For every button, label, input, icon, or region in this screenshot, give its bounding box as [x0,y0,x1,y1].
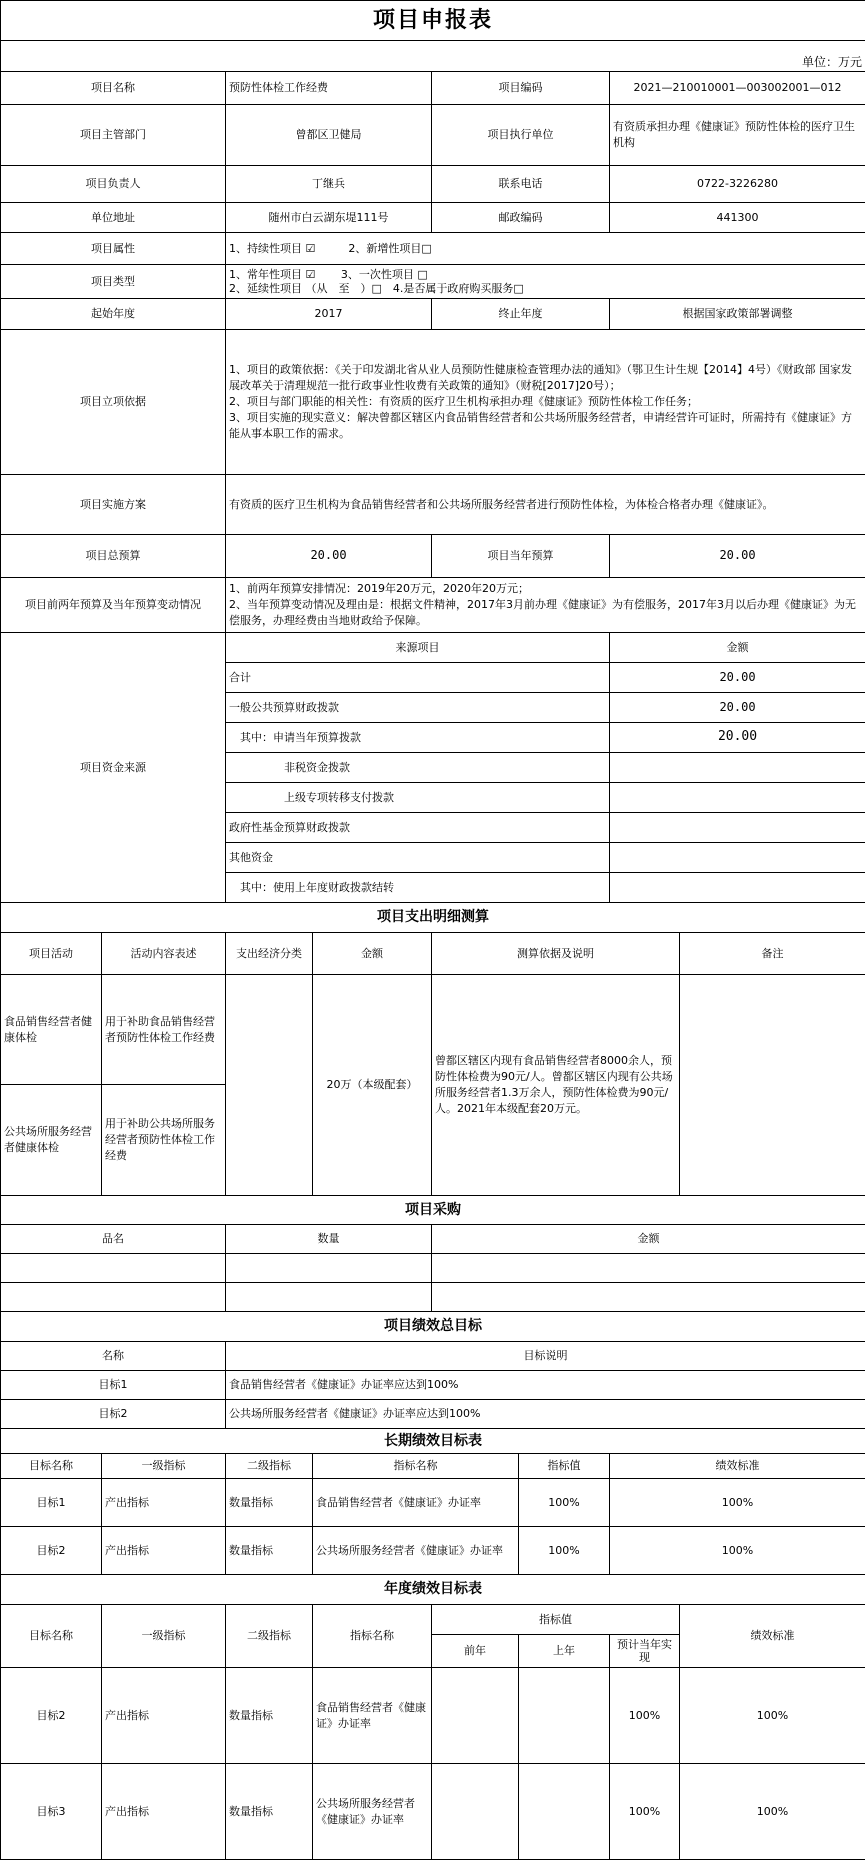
annual-prev2 [432,1764,519,1860]
longterm-goal: 目标2 [1,1527,102,1575]
overall-header: 目标说明 [226,1342,865,1371]
funding-row: 一般公共预算财政拨款 [226,693,610,723]
annual-goal: 目标2 [1,1668,102,1764]
annual-l1: 产出指标 [102,1668,226,1764]
purchase-cell [432,1254,865,1283]
longterm-header: 指标值 [519,1454,610,1479]
plan-label: 项目实施方案 [1,475,226,535]
expense-basis: 曾都区辖区内现有食品销售经营者8000余人，预防性体检费为90元/人。曾都区辖区内现有公共场所服务经营者1.3万余人，预防性体检费为90元/人。2021年本级配套20万元。 [432,975,680,1196]
overall-section-title: 项目绩效总目标 [1,1312,865,1342]
funding-amount: 20.00 [610,723,865,753]
end-year-value: 根据国家政策部署调整 [610,299,865,330]
start-year-label: 起始年度 [1,299,226,330]
leader-label: 项目负责人 [1,166,226,203]
annual-goal: 目标3 [1,1764,102,1860]
annual-header: 绩效标准 [680,1605,865,1668]
annual-current: 100% [610,1764,680,1860]
address-label: 单位地址 [1,203,226,233]
longterm-header: 一级指标 [102,1454,226,1479]
longterm-l1: 产出指标 [102,1479,226,1527]
annual-header: 二级指标 [226,1605,313,1668]
type-value [226,265,865,299]
annual-subheader: 预计当年实现 [610,1635,680,1668]
funding-amount [610,873,865,903]
annual-standard: 100% [680,1668,865,1764]
longterm-header: 二级指标 [226,1454,313,1479]
funding-label: 项目资金来源 [1,633,226,903]
dept-label: 项目主管部门 [1,105,226,166]
expense-content: 用于补助公共场所服务经营者预防性体检工作经费 [102,1085,226,1196]
expense-activity: 食品销售经营者健康体检 [1,975,102,1085]
longterm-value: 100% [519,1527,610,1575]
annual-header: 一级指标 [102,1605,226,1668]
purchase-section-title: 项目采购 [1,1196,865,1225]
annual-header: 指标名称 [313,1605,432,1668]
project-name-label: 项目名称 [1,72,226,105]
project-code-label: 项目编码 [432,72,610,105]
current-budget-label: 项目当年预算 [432,535,610,578]
annual-standard: 100% [680,1764,865,1860]
attribute-value: 1、持续性项目 ☑ 2、新增性项目□ [226,233,865,265]
basis-label: 项目立项依据 [1,330,226,475]
budget-change-label: 项目前两年预算及当年预算变动情况 [1,578,226,633]
purchase-cell [1,1283,226,1312]
funding-amount [610,813,865,843]
dept-value: 曾都区卫健局 [226,105,432,166]
longterm-header: 绩效标准 [610,1454,865,1479]
expense-header: 测算依据及说明 [432,933,680,975]
expense-activity: 公共场所服务经营者健康体检 [1,1085,102,1196]
funding-row: 其中：申请当年预算拨款 [226,723,610,753]
overall-header: 名称 [1,1342,226,1371]
longterm-standard: 100% [610,1479,865,1527]
form-title: 项目申报表 [1,1,865,41]
total-budget-value: 20.00 [226,535,432,578]
overall-goal-desc: 食品销售经营者《健康证》办证率应达到100% [226,1371,865,1400]
longterm-section-title: 长期绩效目标表 [1,1429,865,1454]
funding-amount [610,753,865,783]
funding-row: 上级专项转移支付拨款 [226,783,610,813]
budget-change-line-2: 2、当年预算变动情况及理由是：根据文件精神，2017年3月前办理《健康证》为有偿服务，2017年3月以后办理《健康证》为无偿服务，办理经费由当地财政给予保障。 [229,598,856,627]
annual-header: 指标值 [432,1605,680,1635]
annual-header: 目标名称 [1,1605,102,1668]
project-name: 预防性体检工作经费 [226,72,432,105]
longterm-goal: 目标1 [1,1479,102,1527]
longterm-indicator: 食品销售经营者《健康证》办证率 [313,1479,519,1527]
purchase-cell [432,1283,865,1312]
type-line-2: 2、延续性项目 （从 至 ）□ 4.是否属于政府购买服务□ [229,281,524,295]
exec-unit-value: 有资质承担办理《健康证》预防性体检的医疗卫生机构 [610,105,865,166]
purchase-header: 品名 [1,1225,226,1254]
purchase-cell [226,1283,432,1312]
expense-header: 活动内容表述 [102,933,226,975]
annual-section-title: 年度绩效目标表 [1,1575,865,1605]
longterm-l2: 数量指标 [226,1527,313,1575]
annual-l1: 产出指标 [102,1764,226,1860]
type-label: 项目类型 [1,265,226,299]
annual-indicator: 食品销售经营者《健康证》办证率 [313,1668,432,1764]
leader-value: 丁继兵 [226,166,432,203]
plan-text: 有资质的医疗卫生机构为食品销售经营者和公共场所服务经营者进行预防性体检，为体检合格者办理《健康证》。 [226,475,865,535]
funding-amount: 20.00 [610,663,865,693]
expense-header: 项目活动 [1,933,102,975]
total-budget-label: 项目总预算 [1,535,226,578]
overall-goal-name: 目标1 [1,1371,226,1400]
expense-econ-class [226,975,313,1196]
unit-label: 单位：万元 [1,41,865,72]
budget-change-text [226,578,865,633]
funding-source-header: 来源项目 [226,633,610,663]
longterm-l1: 产出指标 [102,1527,226,1575]
purchase-cell [226,1254,432,1283]
expense-header: 金额 [313,933,432,975]
zip-label: 邮政编码 [432,203,610,233]
funding-row: 政府性基金预算财政拨款 [226,813,610,843]
expense-header: 备注 [680,933,865,975]
basis-line-2: 2、项目与部门职能的相关性：有资质的医疗卫生机构承担办理《健康证》预防性体检工作任务； [229,395,698,409]
overall-goal-name: 目标2 [1,1400,226,1429]
annual-subheader: 上年 [519,1635,610,1668]
annual-prev1 [519,1668,610,1764]
basis-text [226,330,865,475]
annual-current: 100% [610,1668,680,1764]
project-code: 2021—210010001—003002001—012 [610,72,865,105]
annual-subheader: 前年 [432,1635,519,1668]
funding-row: 非税资金拨款 [226,753,610,783]
purchase-header: 数量 [226,1225,432,1254]
annual-prev2 [432,1668,519,1764]
longterm-l2: 数量指标 [226,1479,313,1527]
longterm-value: 100% [519,1479,610,1527]
expense-header: 支出经济分类 [226,933,313,975]
annual-l2: 数量指标 [226,1764,313,1860]
funding-amount: 20.00 [610,693,865,723]
current-budget-value: 20.00 [610,535,865,578]
longterm-indicator: 公共场所服务经营者《健康证》办证率 [313,1527,519,1575]
longterm-header: 指标名称 [313,1454,519,1479]
funding-row: 其中：使用上年度财政拨款结转 [226,873,610,903]
funding-row: 合计 [226,663,610,693]
funding-amount [610,783,865,813]
funding-amount-header: 金额 [610,633,865,663]
longterm-standard: 100% [610,1527,865,1575]
annual-indicator: 公共场所服务经营者《健康证》办证率 [313,1764,432,1860]
start-year-value: 2017 [226,299,432,330]
budget-change-line-1: 1、前两年预算安排情况：2019年20万元，2020年20万元； [229,582,529,596]
expense-content: 用于补助食品销售经营者预防性体检工作经费 [102,975,226,1085]
annual-prev1 [519,1764,610,1860]
zip-value: 441300 [610,203,865,233]
end-year-label: 终止年度 [432,299,610,330]
expense-amount: 20万（本级配套） [313,975,432,1196]
purchase-cell [1,1254,226,1283]
basis-line-3: 3、项目实施的现实意义：解决曾都区辖区内食品销售经营者和公共场所服务经营者，申请经营许可证时，所需持有《健康证》方能从事本职工作的需求。 [229,410,852,440]
funding-row: 其他资金 [226,843,610,873]
overall-goal-desc: 公共场所服务经营者《健康证》办证率应达到100% [226,1400,865,1429]
basis-line-1: 1、项目的政策依据：《关于印发湖北省从业人员预防性健康检查管理办法的通知》（鄂卫生计生规【2014】4号）《财政部 国家发展改革关于清理规范一批行政事业性收费有关政策的通知》（财税[2017]20号）； [229,363,852,393]
expense-note [680,975,865,1196]
annual-l2: 数量指标 [226,1668,313,1764]
expense-section-title: 项目支出明细测算 [1,903,865,933]
exec-unit-label: 项目执行单位 [432,105,610,166]
address-value: 随州市白云湖东堤111号 [226,203,432,233]
phone-label: 联系电话 [432,166,610,203]
type-line-1: 1、常年性项目 ☑ 3、一次性项目 □ [229,267,428,281]
longterm-header: 目标名称 [1,1454,102,1479]
attribute-label: 项目属性 [1,233,226,265]
purchase-header: 金额 [432,1225,865,1254]
funding-amount [610,843,865,873]
phone-value: 0722-3226280 [610,166,865,203]
